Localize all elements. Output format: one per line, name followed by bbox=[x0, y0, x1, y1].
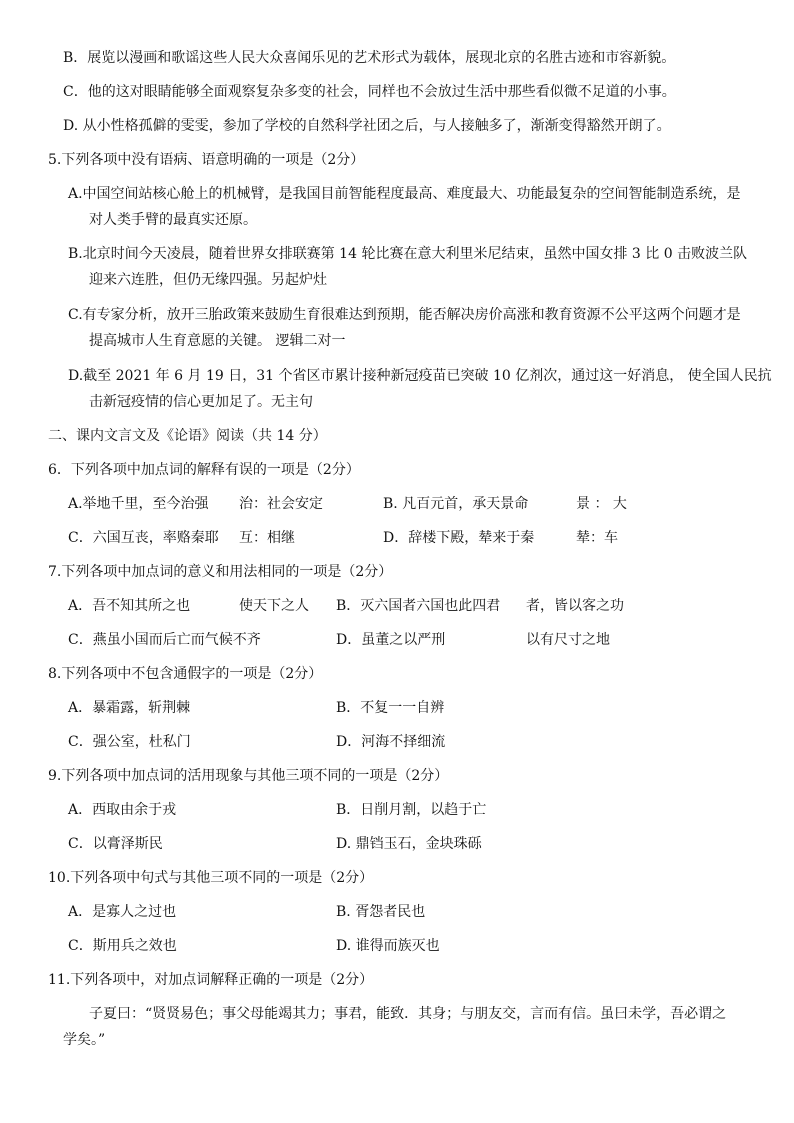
q7-option-d: D．虽董之以严刑 bbox=[336, 632, 446, 648]
q4-option-d: D. 从小性格孤僻的雯雯，参加了学校的自然科学社团之后，与人接触多了，渐渐变得豁然开朗了。 bbox=[63, 118, 671, 134]
q9-option-b: B．日削月割，以趋于亡 bbox=[336, 802, 487, 818]
q5-option-a-cont: 对人类手臂的最真实还原。 bbox=[89, 212, 257, 228]
q9-option-d: D. 鼎铛玉石，金块珠砾 bbox=[336, 836, 482, 852]
q4-option-c: C．他的这对眼睛能够全面观察复杂多变的社会，同样也不会放过生活中那些看似微不足道的小事。 bbox=[63, 84, 676, 100]
q10-stem: 10.下列各项中句式与其他三项不同的一项是（2分） bbox=[48, 870, 374, 886]
q8-option-d: D．河海不择细流 bbox=[336, 734, 446, 750]
q5-option-d-cont: 击新冠疫情的信心更加足了。无主句 bbox=[89, 394, 313, 410]
q6-stem: 6．下列各项中加点词的解释有误的一项是（2分） bbox=[48, 462, 360, 478]
q5-option-b: B.北京时间今天凌晨，随着世界女排联赛第 14 轮比赛在意大利里米尼结束，虽然中国女排 3 比 0 击败波兰队 bbox=[68, 246, 748, 262]
q10-option-c: C．斯用兵之效也 bbox=[68, 938, 177, 954]
q7-option-a: A．吾不知其所之也 bbox=[68, 598, 191, 614]
q5-option-b-cont: 迎来六连胜，但仍无缘四强。另起炉灶 bbox=[89, 272, 327, 288]
q9-option-a: A．西取由余于戎 bbox=[68, 802, 177, 818]
q10-option-b: B. 胥怨者民也 bbox=[336, 904, 426, 920]
q6-option-a: A.举地千里，至今治强 bbox=[68, 496, 209, 512]
q8-stem: 8.下列各项中不包含通假字的一项是（2分） bbox=[48, 666, 323, 682]
q6-option-c-gloss: 互：相继 bbox=[239, 530, 295, 546]
q5-option-d: D.截至 2021 年 6 月 19 日，31 个省区市累计接种新冠疫苗已突破 10 亿剂次，通过这一好消息， 使全国人民抗 bbox=[68, 368, 772, 384]
q7-option-b: B．灭六国者六国也此四君 bbox=[336, 598, 501, 614]
q11-passage-cont: 学矣。” bbox=[63, 1032, 106, 1048]
q6-option-d-gloss: 辇：车 bbox=[576, 530, 618, 546]
q6-option-b-gloss: 景 ： 大 bbox=[576, 496, 627, 512]
q8-option-b: B．不复一一自辨 bbox=[336, 700, 445, 716]
q5-stem: 5.下列各项中没有语病、语意明确的一项是（2分） bbox=[48, 152, 365, 168]
q7-option-b-second: 者，皆以客之功 bbox=[526, 598, 624, 614]
q6-option-c: C．六国互丧，率赂秦耶 bbox=[68, 530, 219, 546]
q11-stem: 11.下列各项中，对加点词解释正确的一项是（2分） bbox=[48, 972, 374, 988]
q7-option-d-second: 以有尺寸之地 bbox=[526, 632, 610, 648]
q7-stem: 7.下列各项中加点词的意义和用法相同的一项是（2分） bbox=[48, 564, 393, 580]
section-2-heading: 二、课内文言文及《论语》阅读（共 14 分） bbox=[48, 428, 327, 444]
q7-option-a-second: 使天下之人 bbox=[239, 598, 309, 614]
q4-option-b: B．展览以漫画和歌谣这些人民大众喜闻乐见的艺术形式为载体，展现北京的名胜古迹和市容新貌。 bbox=[63, 50, 676, 66]
q6-option-b: B. 凡百元首，承天景命 bbox=[383, 496, 529, 512]
q10-option-d: D. 谁得而族灭也 bbox=[336, 938, 440, 954]
q9-option-c: C．以膏泽斯民 bbox=[68, 836, 163, 852]
q6-option-a-gloss: 治：社会安定 bbox=[239, 496, 323, 512]
q5-option-c: C.有专家分析，放开三胎政策来鼓励生育很难达到预期，能否解决房价高涨和教育资源不公平这两个问题才是 bbox=[68, 307, 741, 323]
q9-stem: 9.下列各项中加点词的活用现象与其他三项不同的一项是（2分） bbox=[48, 768, 449, 784]
q5-option-a: A.中国空间站核心舱上的机械臂，是我国目前智能程度最高、难度最大、功能最复杂的空间智能制造系统，是 bbox=[68, 186, 741, 202]
q5-option-c-cont: 提高城市人生育意愿的关键。 逻辑二对一 bbox=[89, 333, 346, 349]
q10-option-a: A．是寡人之过也 bbox=[68, 904, 177, 920]
q11-passage: 子夏曰：“贤贤易色；事父母能竭其力；事君，能致．其身；与朋友交，言而有信。虽曰未学，吾必谓之 bbox=[89, 1006, 727, 1022]
q8-option-a: A．暴霜露，斩荆棘 bbox=[68, 700, 191, 716]
q7-option-c: C．燕虽小国而后亡而气候不齐 bbox=[68, 632, 261, 648]
q6-option-d: D．辞楼下殿，辇来于秦 bbox=[383, 530, 535, 546]
q8-option-c: C．强公室，杜私门 bbox=[68, 734, 191, 750]
